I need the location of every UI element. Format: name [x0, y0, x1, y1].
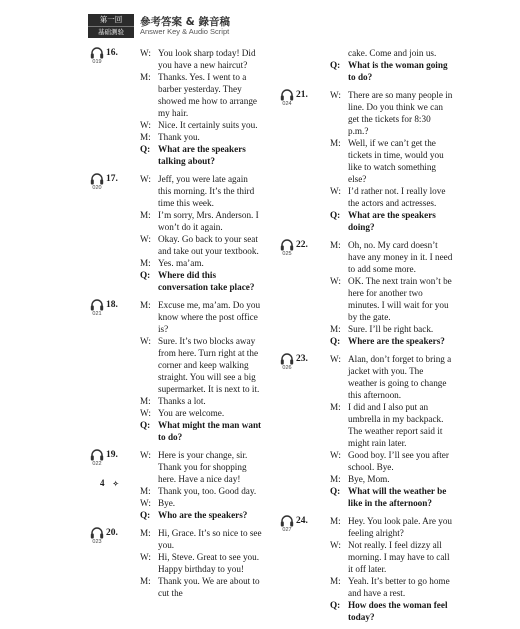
speaker-label: W: [140, 234, 151, 244]
headphones-icon [278, 353, 296, 365]
headphones-icon [88, 47, 106, 59]
line-text: I’d rather not. I really love the actors and actresses. [348, 186, 446, 208]
audio-track[interactable] [278, 89, 296, 108]
dialogue-item [278, 239, 453, 347]
dialogue-item [278, 89, 453, 233]
header-title: 參考答案 & 錄音稿 [140, 16, 230, 28]
speaker-label: M: [330, 516, 341, 526]
dialogue-line [140, 575, 263, 599]
line-text: Alan, don’t forget to bring a jacket with you. The weather is going to change this afternoon. [348, 354, 452, 400]
speaker-label: Q: [330, 60, 341, 70]
headphones-icon [88, 449, 106, 461]
speaker-label: Q: [140, 510, 151, 520]
line-text: Thank you. We are about to cut the [158, 576, 260, 598]
speaker-label: M: [140, 486, 151, 496]
line-text: There are so many people in line. Do you think we can get the tickets for 8:30 p.m.? [348, 90, 453, 136]
line-text: Yes. ma’am. [158, 258, 204, 268]
line-text: Here is your change, sir. Thank you for shopping here. Have a nice day! [158, 450, 248, 484]
speaker-label: W: [330, 186, 341, 196]
speaker-label: W: [330, 540, 341, 550]
question-line [330, 599, 453, 623]
dialogue-line [330, 575, 453, 599]
headphones-icon [88, 299, 106, 311]
headphones-icon [88, 173, 106, 185]
dialogue-line [330, 137, 453, 185]
question-line [330, 59, 453, 83]
speaker-label: M: [140, 210, 151, 220]
track-number: 026 [282, 365, 292, 371]
line-text: What are the speakers talking about? [158, 144, 246, 166]
line-text: Where are the speakers? [348, 336, 445, 346]
dialogue-line [140, 119, 263, 131]
question-number: 19. [106, 450, 118, 460]
question-number: 22. [296, 240, 308, 250]
page-number: 4 [100, 478, 105, 488]
audio-track[interactable] [88, 299, 106, 318]
speaker-label: M: [330, 240, 341, 250]
audio-track[interactable] [278, 353, 296, 372]
speaker-label: Q: [330, 600, 341, 610]
question-line [330, 335, 453, 347]
dialogue-line [140, 335, 263, 395]
line-text: Good boy. I’ll see you after school. Bye. [348, 450, 449, 472]
question-number: 21. [296, 90, 308, 100]
audio-track[interactable] [88, 527, 106, 546]
speaker-label: W: [140, 174, 151, 184]
headphones-icon [88, 527, 106, 539]
question-line [140, 143, 263, 167]
line-text: I’m sorry, Mrs. Anderson. I won’t do it again. [158, 210, 259, 232]
line-text: What might the man want to do? [158, 420, 262, 442]
line-text: Where did this conversation take place? [158, 270, 255, 292]
dialogue-line [140, 449, 263, 485]
line-text: You look sharp today! Did you have a new haircut? [158, 48, 256, 70]
dialogue-line [330, 323, 453, 335]
line-text: Sure. I’ll be right back. [348, 324, 434, 334]
speaker-label: W: [330, 450, 341, 460]
speaker-label: W: [330, 90, 341, 100]
track-number: 027 [282, 527, 292, 533]
line-text: Bye, Mom. [348, 474, 390, 484]
speaker-label: M: [330, 576, 341, 586]
question-line [330, 485, 453, 509]
line-text: Yeah. It’s better to go home and have a rest. [348, 576, 450, 598]
speaker-label: Q: [330, 486, 341, 496]
audio-track[interactable] [278, 515, 296, 534]
speaker-label: M: [140, 258, 151, 268]
speaker-label: W: [330, 276, 341, 286]
dialogue-line [140, 233, 263, 257]
speaker-label: M: [330, 138, 341, 148]
line-text: How does the woman feel today? [348, 600, 448, 622]
line-text: Thank you. [158, 132, 200, 142]
speaker-label: M: [330, 474, 341, 484]
dialogue-line [140, 407, 263, 419]
track-number: 024 [282, 101, 292, 107]
track-number: 020 [92, 185, 102, 191]
question-number: 17. [106, 174, 118, 184]
dialogue-line [330, 401, 453, 449]
dialogue-line [140, 497, 263, 509]
footer-ornament: ✧ [112, 480, 119, 488]
badge-top-text: 第一回 [88, 14, 134, 27]
line-text: cake. Come and join us. [348, 48, 437, 58]
dialogue-line [140, 527, 263, 551]
dialogue-line [140, 47, 263, 71]
dialogue-line [330, 515, 453, 539]
speaker-label: W: [140, 408, 151, 418]
badge-bottom-text: 基础测验 [98, 28, 124, 36]
dialogue-line [140, 173, 263, 209]
line-text: What is the woman going to do? [348, 60, 448, 82]
question-number: 20. [106, 528, 118, 538]
section-badge [88, 14, 134, 38]
line-text: Oh, no. My card doesn’t have any money in it. I need to add some more. [348, 240, 453, 274]
speaker-label: M: [140, 72, 151, 82]
track-number: 022 [92, 461, 102, 467]
speaker-label: W: [140, 450, 151, 460]
line-text: Well, if we can’t get the tickets in time, would you like to watch something else? [348, 138, 444, 184]
speaker-label: M: [140, 576, 151, 586]
dialogue-line [140, 257, 263, 269]
speaker-label: W: [140, 498, 151, 508]
question-number: 16. [106, 48, 118, 58]
dialogue-line [140, 395, 263, 407]
question-number: 23. [296, 354, 308, 364]
track-number: 019 [92, 59, 102, 65]
speaker-label: Q: [330, 336, 341, 346]
dialogue-item [88, 47, 263, 167]
line-text: Who are the speakers? [158, 510, 248, 520]
dialogue-line [140, 551, 263, 575]
dialogue-line [330, 449, 453, 473]
line-text: Bye. [158, 498, 176, 508]
dialogue-line [330, 473, 453, 485]
dialogue-line [140, 299, 263, 335]
line-text: Hi, Grace. It’s so nice to see you. [158, 528, 262, 550]
dialogue-item [88, 173, 263, 293]
speaker-label: M: [140, 300, 151, 310]
line-text: What are the speakers doing? [348, 210, 436, 232]
speaker-label: W: [330, 354, 341, 364]
line-text: Jeff, you were late again this morning. It’s the third time this week. [158, 174, 255, 208]
track-number: 023 [92, 539, 102, 545]
speaker-label: Q: [140, 270, 151, 280]
dialogue-line [140, 485, 263, 497]
continued-dialogue [278, 47, 453, 83]
dialogue-line [330, 89, 453, 137]
line-text: I did and I also put an umbrella in my backpack. The weather report said it might rain later. [348, 402, 444, 448]
dialogue-item [88, 299, 263, 443]
track-number: 025 [282, 251, 292, 257]
line-text: Thanks. Yes. I went to a barber yesterday. They showed me how to arrange my hair. [158, 72, 257, 118]
dialogue-line [140, 131, 263, 143]
audio-track[interactable] [88, 47, 106, 66]
left-column [88, 47, 263, 605]
question-line [140, 269, 263, 293]
dialogue-line [330, 47, 453, 59]
line-text: Hi, Steve. Great to see you. Happy birthday to you! [158, 552, 260, 574]
speaker-label: W: [140, 552, 151, 562]
headphones-icon [278, 239, 296, 251]
dialogue-item [88, 527, 263, 599]
audio-track[interactable] [88, 173, 106, 192]
dialogue-line [330, 353, 453, 401]
headphones-icon [278, 515, 296, 527]
dialogue-line [330, 239, 453, 275]
line-text: Sure. It’s two blocks away from here. Turn right at the corner and keep walking straight. You will see a big supermarket. It is next to it. [158, 336, 260, 394]
line-text: Thank you, too. Good day. [158, 486, 257, 496]
speaker-label: Q: [140, 144, 151, 154]
speaker-label: M: [140, 396, 151, 406]
speaker-label: Q: [140, 420, 151, 430]
audio-track[interactable] [278, 239, 296, 258]
dialogue-line [330, 185, 453, 209]
track-number: 021 [92, 311, 102, 317]
speaker-label: W: [140, 336, 151, 346]
question-number: 18. [106, 300, 118, 310]
dialogue-line [330, 539, 453, 575]
line-text: Thanks a lot. [158, 396, 206, 406]
line-text: Not really. I feel dizzy all morning. I may have to call it off later. [348, 540, 450, 574]
question-line [140, 419, 263, 443]
question-line [140, 509, 263, 521]
dialogue-line [140, 71, 263, 119]
speaker-label: W: [140, 48, 151, 58]
line-text: Nice. It certainly suits you. [158, 120, 258, 130]
dialogue-line [330, 275, 453, 323]
headphones-icon [278, 89, 296, 101]
dialogue-line [140, 209, 263, 233]
speaker-label: M: [140, 528, 151, 538]
speaker-label: M: [330, 324, 341, 334]
speaker-label: Q: [330, 210, 341, 220]
page-footer [100, 478, 119, 488]
line-text: You are welcome. [158, 408, 225, 418]
line-text: OK. The next train won’t be here for another two minutes. I will wait for you by the gate. [348, 276, 452, 322]
right-column [278, 47, 453, 629]
question-line [330, 209, 453, 233]
speaker-label: M: [140, 132, 151, 142]
dialogue-item [278, 353, 453, 509]
question-number: 24. [296, 516, 308, 526]
dialogue-item [278, 515, 453, 623]
line-text: Okay. Go back to your seat and take out your textbook. [158, 234, 259, 256]
speaker-label: W: [140, 120, 151, 130]
line-text: What will the weather be like in the afternoon? [348, 486, 447, 508]
line-text: Hey. You look pale. Are you feeling alright? [348, 516, 453, 538]
line-text: Excuse me, ma’am. Do you know where the post office is? [158, 300, 261, 334]
header-subtitle: Answer Key & Audio Script [140, 27, 230, 36]
audio-track[interactable] [88, 449, 106, 468]
speaker-label: M: [330, 402, 341, 412]
